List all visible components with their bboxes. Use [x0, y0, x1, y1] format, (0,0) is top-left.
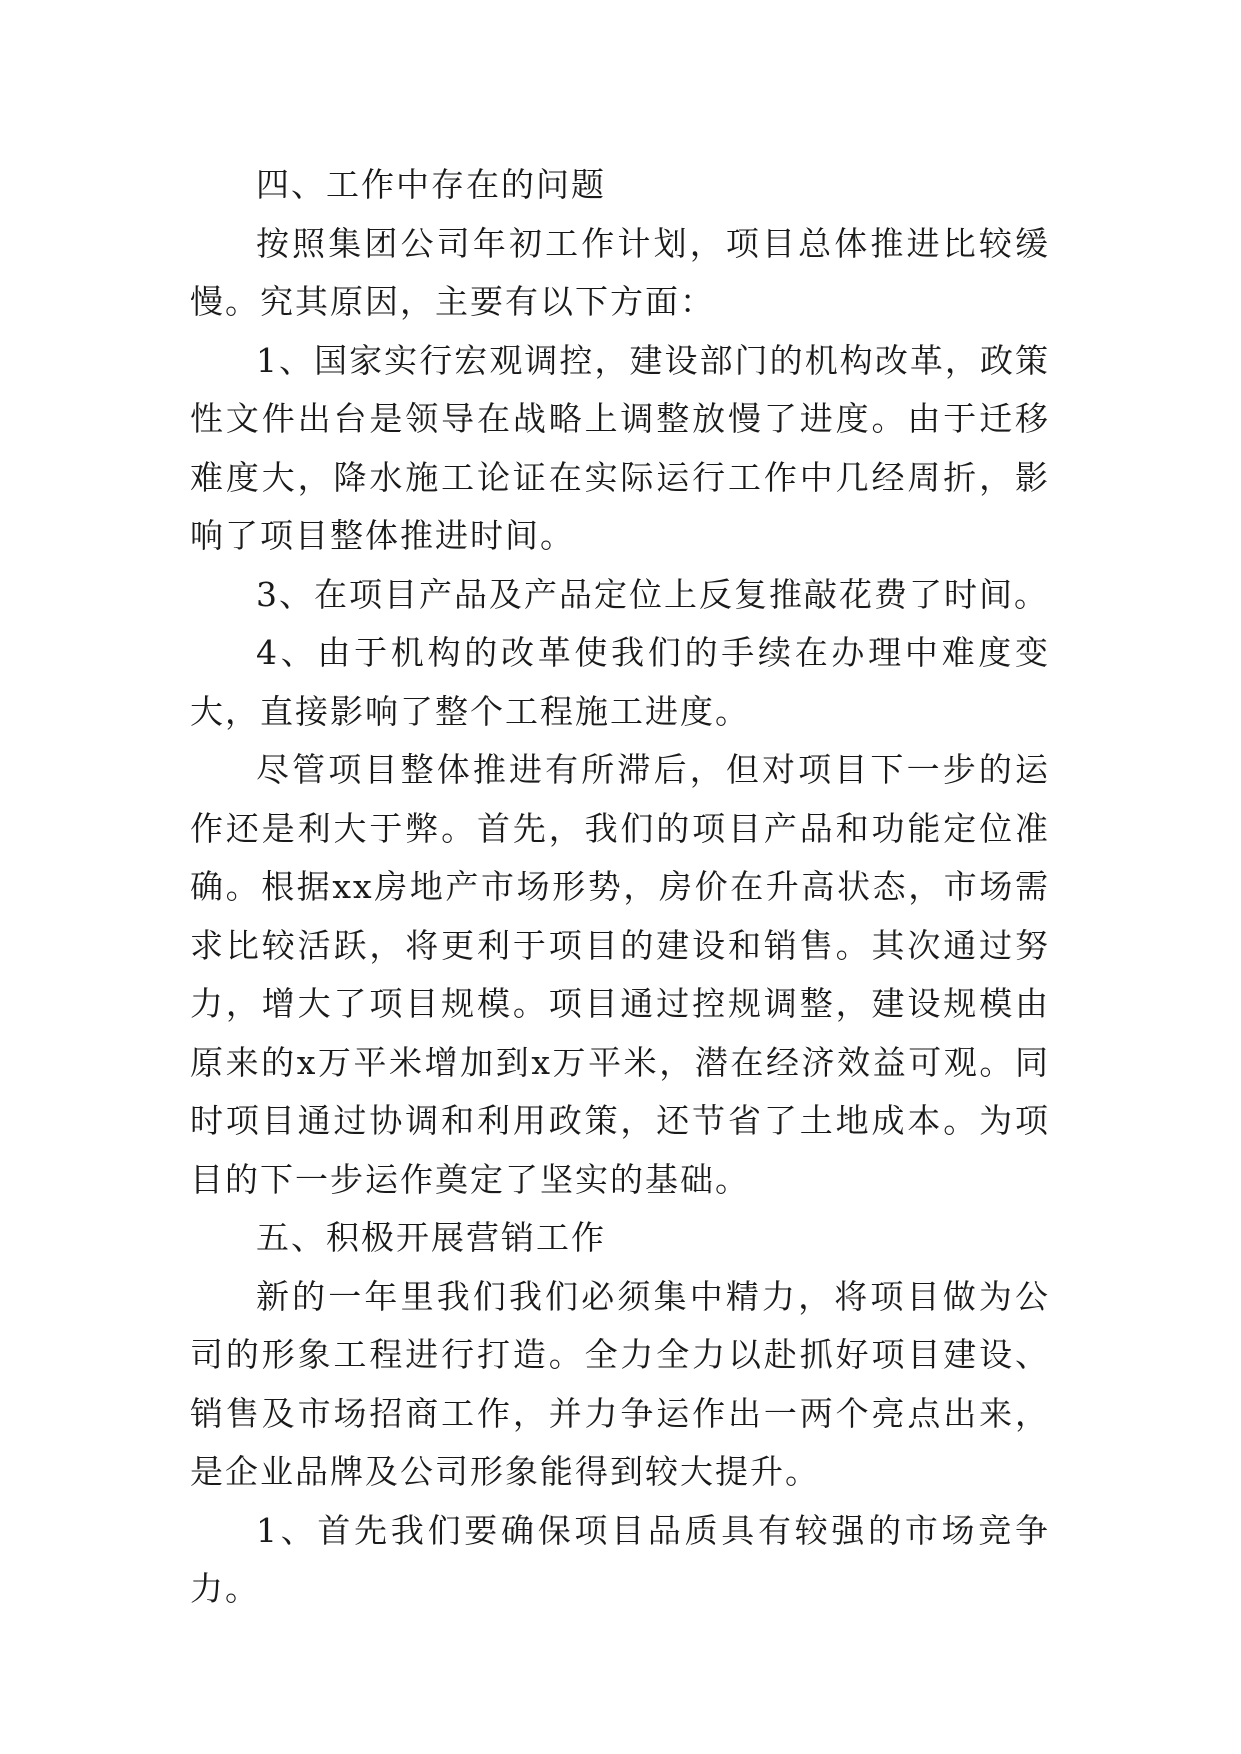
document-body: [190, 156, 1050, 1619]
list-item: 1、首先我们要确保项目品质具有较强的市场竞争力。: [190, 1510, 1050, 1608]
paragraph: 新的一年里我们我们必须集中精力，将项目做为公司的形象工程进行打造。全力全力以赴抓好项目建设、销售及市场招商工作，并力争运作出一两个亮点出来，是企业品牌及公司形象能得到较大提升。: [190, 1276, 1050, 1491]
list-item: 4、由于机构的改革使我们的手续在办理中难度变大，直接影响了整个工程施工进度。: [190, 633, 1050, 731]
paragraph: 按照集团公司年初工作计划，项目总体推进比较缓慢。究其原因，主要有以下方面：: [190, 223, 1050, 321]
section-heading-marketing: 五、积极开展营销工作: [256, 1218, 606, 1257]
list-item: 3、在项目产品及产品定位上反复推敲花费了时间。: [256, 574, 1049, 614]
list-item: 1、国家实行宏观调控，建设部门的机构改革，政策性文件出台是领导在战略上调整放慢了进度。由于迁移难度大，降水施工论证在实际运行工作中几经周折，影响了项目整体推进时间。: [190, 340, 1050, 555]
paragraph: 尽管项目整体推进有所滞后，但对项目下一步的运作还是利大于弊。首先，我们的项目产品和功能定位准确。根据xx房地产市场形势，房价在升高状态，市场需求比较活跃，将更利于项目的建设和销售。其次通过努力，增大了项目规模。项目通过控规调整，建设规模由原来的x万平米增加到x万平米，潜在经济效益可观。同时项目通过协调和利用政策，还节省了土地成本。为项目的下一步运作奠定了坚实的基础。: [190, 750, 1050, 1199]
section-heading-problems: 四、工作中存在的问题: [256, 165, 606, 204]
